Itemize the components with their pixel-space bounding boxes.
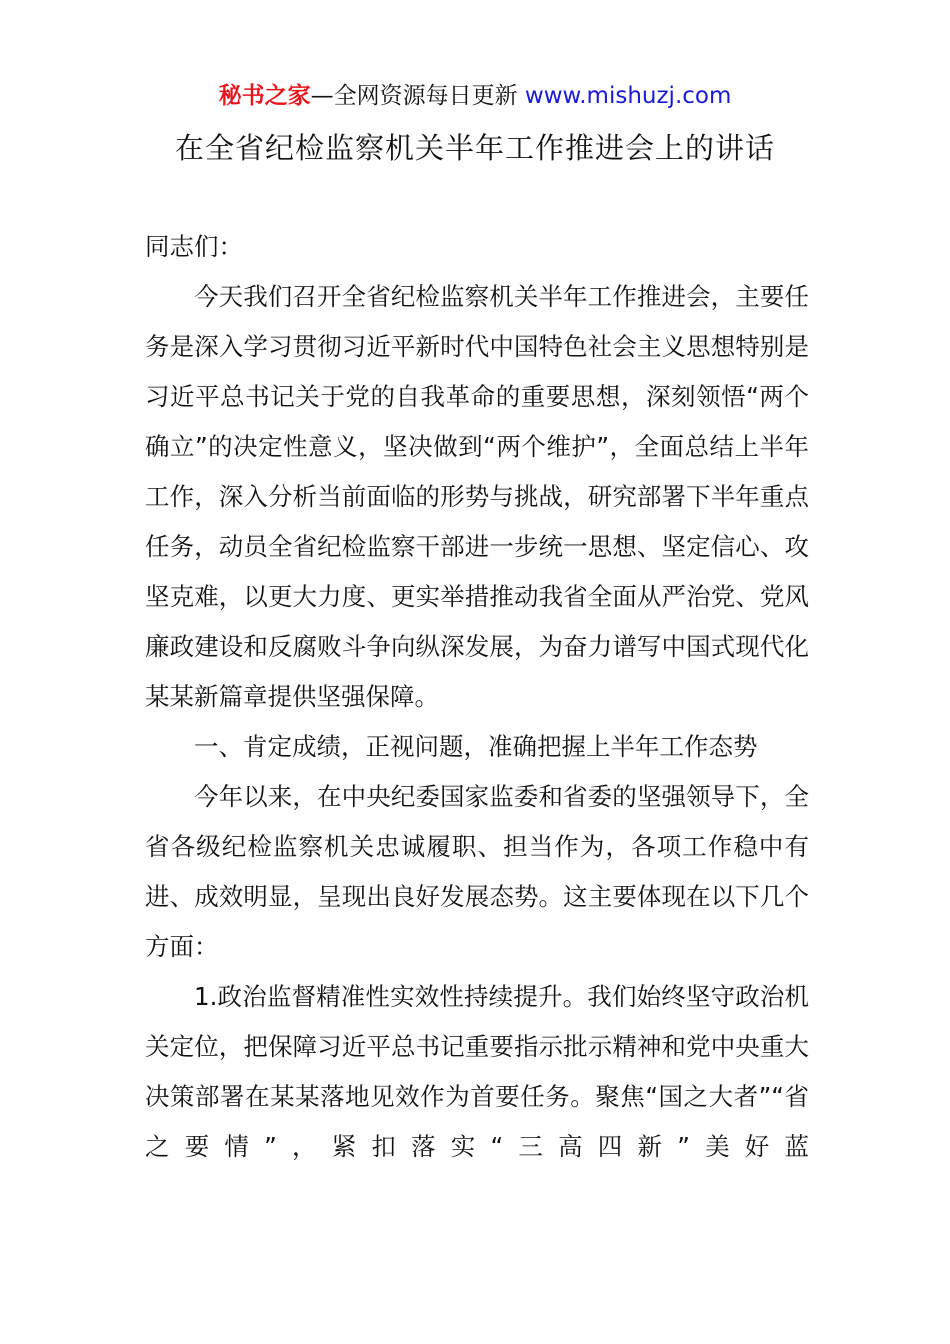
brand-name: 秘书之家 (218, 83, 311, 109)
paragraph-intro: 今天我们召开全省纪检监察机关半年工作推进会，主要任务是深入学习贯彻习近平新时代中国特色社会主义思想特别是习近平总书记关于党的自我革命的重要思想，深刻领悟“两个确立”的决定性意义，坚决做到“两个维护”，全面总结上半年工作，深入分析当前面临的形势与挑战，研究部署下半年重点任务，动员全省纪检监察干部进一步统一思想、坚定信心、攻坚克难，以更大力度、更实举措推动我省全面从严治党、党风廉政建设和反腐败斗争向纵深发展，为奋力谱写中国式现代化某某新篇章提供坚强保障。 (145, 282, 809, 711)
paragraph-overview: 今年以来，在中央纪委国家监委和省委的坚强领导下，全省各级纪检监察机关忠诚履职、担当作为，各项工作稳中有进、成效明显，呈现出良好发展态势。这主要体现在以下几个方面： (145, 782, 809, 961)
paragraph-political-supervision: 1.政治监督精准性实效性持续提升。我们始终坚守政治机关定位，把保障习近平总书记重要指示批示精神和党中央重大决策部署在某某落地见效作为首要任务。聚焦“国之大者”“省之要情”，紧扣落实“三高四新”美好蓝 (145, 982, 809, 1161)
document-title: 在全省纪检监察机关半年工作推进会上的讲话 (174, 131, 775, 165)
salutation: 同志们： (145, 232, 243, 261)
header-tagline: —全网资源每日更新 (310, 83, 518, 109)
document-body (145, 222, 809, 1172)
section-heading-1: 一、肯定成绩，正视问题，准确把握上半年工作态势 (194, 732, 758, 761)
site-url-link[interactable]: www.mishuzj.com (524, 83, 732, 109)
site-header-banner (0, 80, 950, 112)
